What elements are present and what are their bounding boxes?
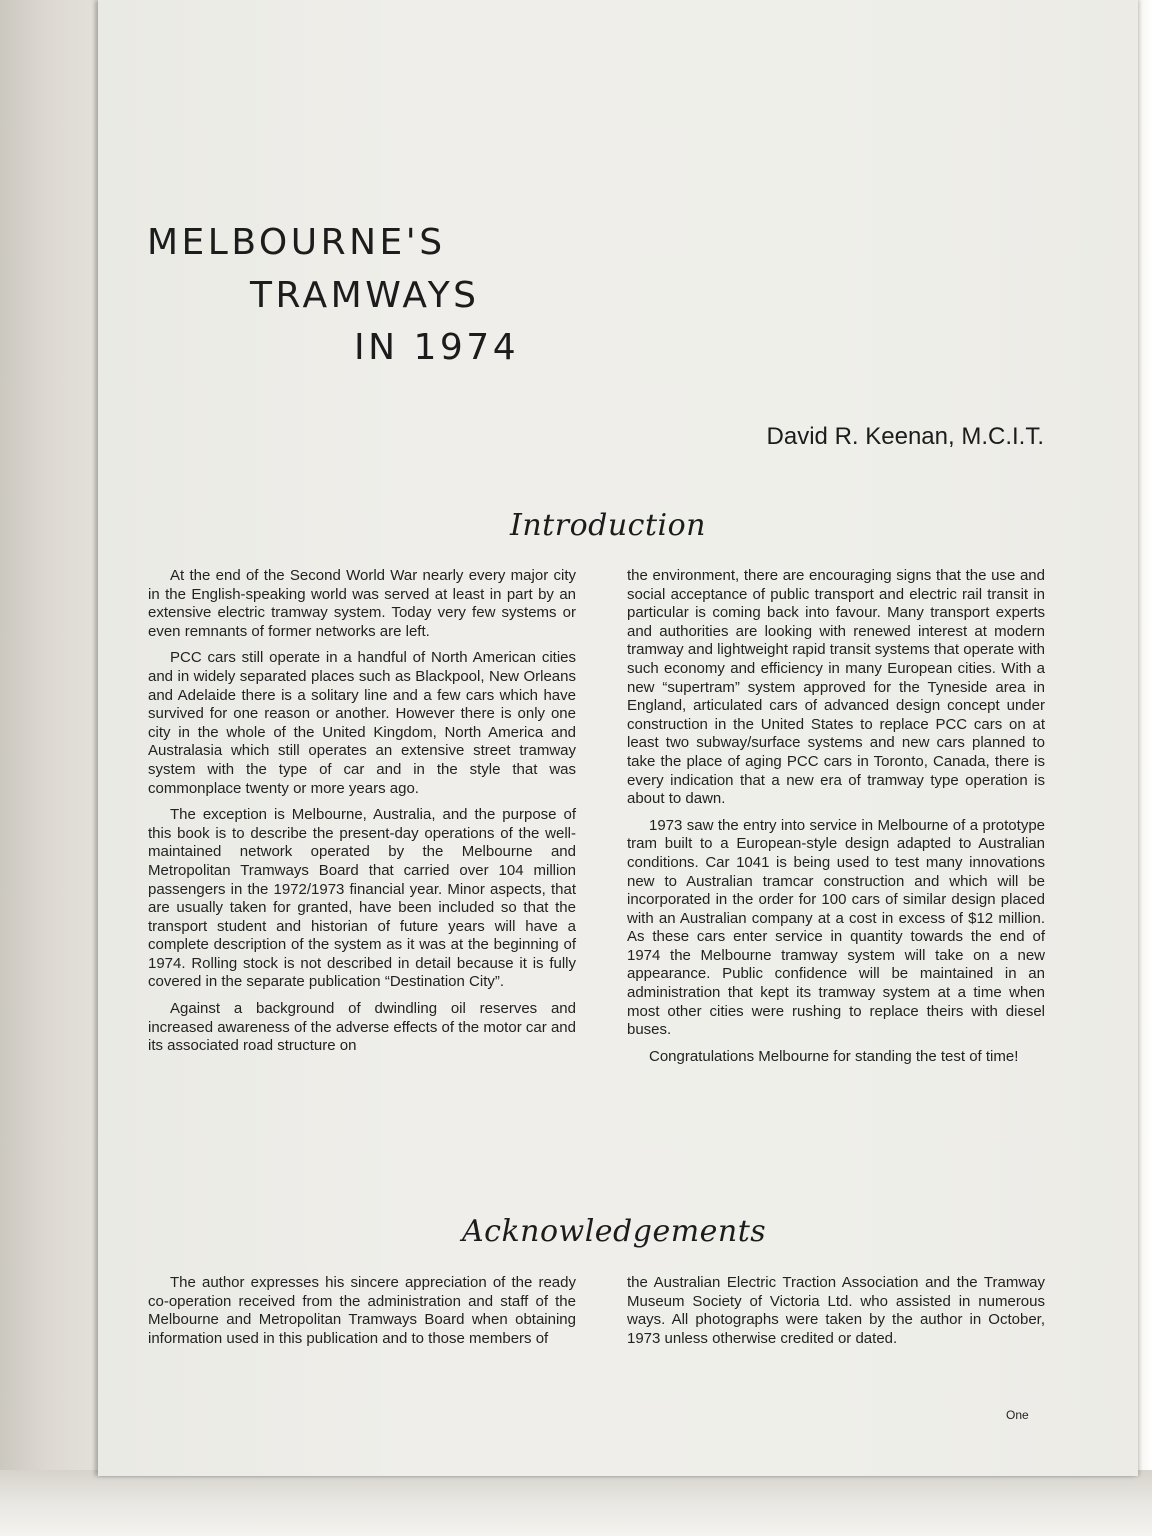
introduction-right-column [627, 567, 1045, 1074]
title-line-1: MELBOURNE'S [147, 222, 446, 263]
acknowledgements-heading: Acknowledgements [462, 1214, 767, 1249]
page-number: One [1006, 1408, 1029, 1422]
title-line-2: TRAMWAYS [250, 275, 480, 316]
title-line-3: IN 1974 [354, 327, 520, 368]
intro-paragraph-6: Congratulations Melbourne for standing the test of time! [649, 1047, 1019, 1065]
intro-paragraph-5: 1973 saw the entry into service in Melbourne of a prototype tram built to a European-style design adapted to Australian conditions. Car 1041 is being used to test many innovations new to Australian tramcar construction and which will be incorporated in the order for 100 cars of similar design placed with an Australian company at a cost in excess of $12 million. As these cars enter service in quantity towards the end of 1974 the Melbourne tramway system will take on a new appearance. Public confidence will be maintained in an administration that kept its tramway system at a time when most other cities were rushing to replace theirs with diesel buses. [627, 816, 1045, 1039]
introduction-left-column [148, 567, 576, 1064]
ack-paragraph-continued: the Australian Electric Traction Association and the Tramway Museum Society of Victoria Ltd. who assisted in numerous ways. All photographs were taken by the author in October, 1973 unless otherwise credited or dated. [627, 1274, 1045, 1347]
intro-paragraph-2: PCC cars still operate in a handful of North American cities and in widely separated places such as Blackpool, New Orleans and Adelaide there is a solitary line and a few cars which have survived for one reason or another. However there is only one city in the whole of the United Kingdom, North America and Australasia which still operates an extensive street tramway system with the type of car and in the style that was commonplace twenty or more years ago. [148, 649, 576, 797]
acknowledgements-left-column [148, 1274, 576, 1356]
intro-paragraph-4-continued: the environment, there are encouraging signs that the use and social acceptance of public transport and electric rail transit in particular is coming back into favour. Many transport experts and authorities are looking with renewed interest at modern tramway and lightweight rapid transit systems that operate with such economy and efficiency in many European cities. With a new “supertram” system approved for the Tyneside area in England, articulated cars of advanced design concept under construction in the United States to replace PCC cars on at least two subway/surface systems and new cars planned to take the place of aging PCC cars in Toronto, Canada, there is every indication that a new era of tramway type operation is about to dawn. [627, 567, 1045, 808]
intro-paragraph-3: The exception is Melbourne, Australia, and the purpose of this book is to describe the present-day operations of the well-maintained network operated by the Melbourne and Metropolitan Tramways Board that carried over 104 million passengers in the 1972/1973 financial year. Minor aspects, that are usually taken for granted, have been included so that the transport student and historian of future years will have a complete description of the system as it was at the beginning of 1974. Rolling stock is not described in detail because it is fully covered in the separate publication “Destination City”. [148, 806, 576, 991]
page-bottom-shadow [0, 1470, 1152, 1536]
intro-paragraph-4: Against a background of dwindling oil reserves and increased awareness of the adverse effects of the motor car and its associated road structure on [148, 1000, 576, 1055]
ack-paragraph: The author expresses his sincere appreciation of the ready co-operation received from the administration and staff of the Melbourne and Metropolitan Tramways Board when obtaining information used in this publication and to those members of [148, 1274, 576, 1347]
acknowledgements-right-column [627, 1274, 1045, 1356]
author-byline: David R. Keenan, M.C.I.T. [766, 423, 1044, 450]
introduction-heading: Introduction [510, 508, 706, 543]
intro-paragraph-1: At the end of the Second World War nearly every major city in the English-speaking world was served at least in part by an extensive electric tramway system. Today very few systems or even remnants of former networks are left. [148, 567, 576, 640]
